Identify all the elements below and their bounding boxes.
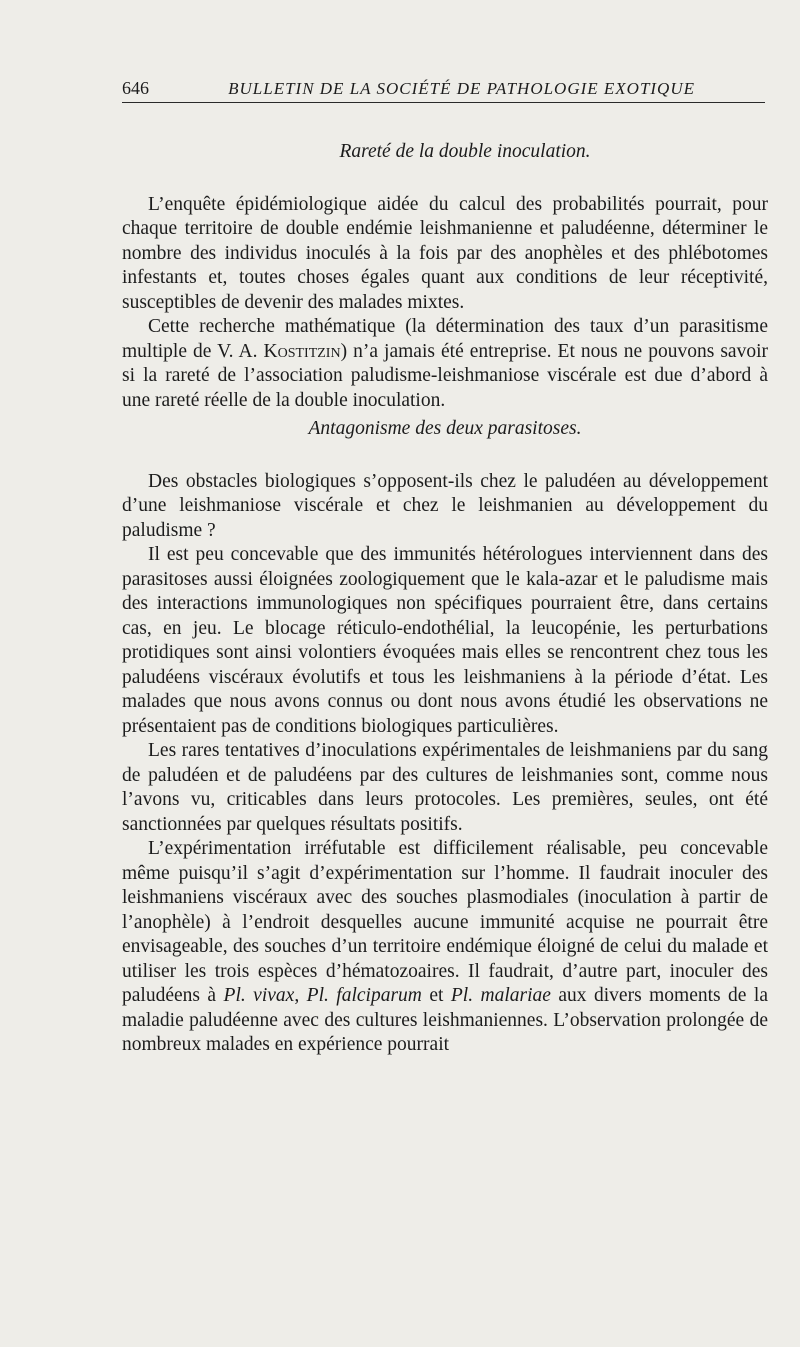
paragraph: L’enquête épidémiologique aidée du calcul des probabilités pourrait, pour chaque territoire de double endémie leishmanienne et paludéenne, déterminer le nombre des individus inoculés à la fois par des anophèles et des phlébotomes infestants et, toutes choses égales quant aux conditions de leur réceptivité, susceptibles de devenir des malades mixtes. (122, 193, 768, 313)
paragraph: L’expérimentation irréfutable est difficilement réalisable, peu concevable même puisqu’il s’agit d’expérimentation sur l’homme. Il faudrait inoculer des leishmaniens viscéraux avec des souches plasmodiales (inoculation à partir de l’anophèle) à l’endroit desquelles aucune immunité acquise ne pourrait être envisageable, des souches d’un territoire endémique éloigné de celui du malade et utiliser les trois espèces d’hématozoaires. Il faudrait, d’autre part, inoculer des paludéens à Pl. vivax, Pl. falciparum et Pl. malariae aux divers moments de la maladie paludéenne avec des cultures leishmaniennes. L’observation prolongée de nombreux malades en expérience pourrait (122, 838, 768, 1055)
species-name: Pl. malariae (450, 985, 551, 1006)
page-number: 646 (122, 78, 149, 98)
section-title-antagonisme: Antagonisme des deux parasitoses. (308, 418, 582, 439)
running-header (122, 76, 765, 103)
paragraph: Les rares tentatives d’inoculations expérimentales de leishmaniens par du sang de paludéen et de paludéens par des cultures de leishmanies sont, comme nous l’avons vu, criticables dans leurs protocoles. Les premières, seules, ont été sanctionnées par quelques résultats positifs. (122, 740, 768, 835)
paragraph: Des obstacles biologiques s’opposent-ils chez le paludéen au développement d’une leishmaniose viscérale et chez le leishmanien au développement du paludisme ? (122, 470, 768, 541)
author-name: Kostitzin (263, 340, 341, 362)
journal-title: BULLETIN DE LA SOCIÉTÉ DE PATHOLOGIE EXOTIQUE (228, 79, 695, 98)
section-title-rarete: Rareté de la double inoculation. (339, 141, 591, 162)
species-name: Pl. falciparum (306, 985, 422, 1006)
body-text (122, 140, 768, 1058)
species-name: Pl. vivax (223, 985, 295, 1006)
paragraph: Il est peu concevable que des immunités hétérologues interviennent dans des parasitoses aussi éloignées zoologiquement que le kala-azar et le paludisme mais des interactions immunologiques non spécifiques pourraient être, dans certains cas, en jeu. Le blocage réticulo-endothélial, la leucopénie, les perturbations protidiques sont ainsi volontiers évoquées mais elles se rencontrent chez tous les paludéens viscéraux évolutifs et tous les leishmaniens à la période d’état. Les malades que nous avons connus ou dont nous avons étudié les observations ne présentaient pas de conditions biologiques particulières. (122, 544, 768, 737)
paragraph: Cette recherche mathématique (la détermination des taux d’un parasitisme multiple de V. A. Kostitzin) n’a jamais été entreprise. Et nous ne pouvons savoir si la rareté de l’association paludisme-leishmaniose viscérale est due d’abord à une rareté réelle de la double inoculation. (122, 316, 768, 411)
